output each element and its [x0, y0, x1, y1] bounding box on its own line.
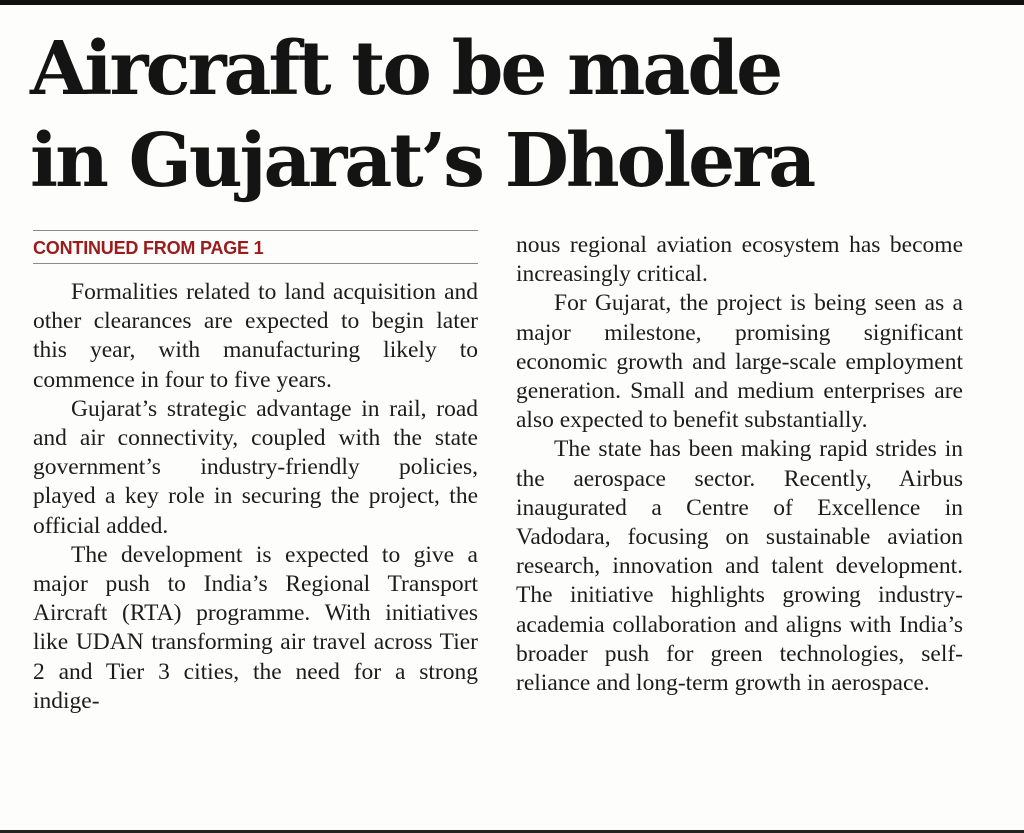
- headline-line-2: in Gujarat’s Dholera: [30, 118, 814, 204]
- paragraph-rta-programme: The development is expected to give a major push to India’s Regional Transport Aircraft (RTA) programme. With initiatives like UDAN transforming air travel across Tier 2 and Tier 3 cities, the need for a strong indige-: [33, 541, 478, 714]
- paragraph-gujarat-milestone: For Gujarat, the project is being seen as a major milestone, promising significant economic growth and large-scale employment generation. Small and medium enterprises are also expected to benefit substantially.: [516, 290, 963, 434]
- headline: [30, 23, 990, 207]
- paragraph-strategic-advantage: Gujarat’s strategic advantage in rail, road and air connectivity, coupled with the state government’s industry-friendly policies, played a key role in securing the project, the official added.: [33, 395, 478, 539]
- left-column: [33, 230, 478, 716]
- paragraph-continuation: nous regional aviation ecosystem has become increasingly critical.: [516, 232, 963, 288]
- continued-label: CONTINUED FROM PAGE 1: [33, 230, 478, 264]
- paragraph-aerospace-strides: The state has been making rapid strides in the aerospace sector. Recently, Airbus inaugurated a Centre of Excellence in Vadodara, focusing on sustainable aviation research, innovation and talent development. The initiative highlights growing industry-academia collaboration and aligns with India’s broader push for green technologies, self-reliance and long-term growth in aerospace.: [516, 436, 963, 697]
- right-column: [516, 231, 963, 698]
- headline-line-1: Aircraft to be made: [30, 26, 781, 112]
- paragraph-land-acquisition: Formalities related to land acquisition and other clearances are expected to begin later this year, with manufacturing likely to commence in four to five years.: [33, 279, 478, 393]
